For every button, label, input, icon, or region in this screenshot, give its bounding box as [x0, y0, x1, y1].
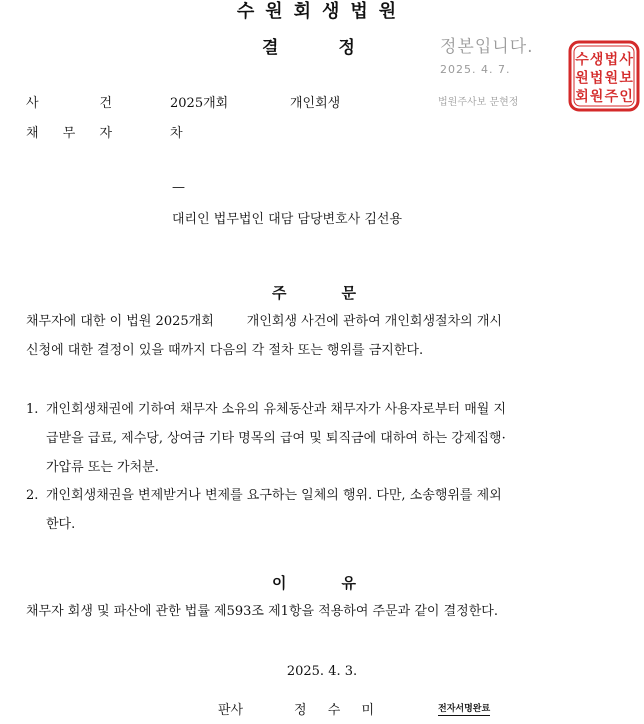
seal-glyph: 생 — [589, 52, 604, 68]
redaction-dash: — — [172, 180, 185, 195]
judge-name-char: 수 — [327, 703, 341, 718]
electronic-signature-badge: 전자서명완료 — [438, 704, 491, 714]
debtor-label-char: 자 — [99, 126, 112, 141]
case-label-char: 건 — [99, 96, 112, 111]
case-label-char: 사 — [26, 96, 39, 111]
reason-heading-char: 이 — [272, 574, 287, 592]
debtor-label-char: 무 — [62, 126, 76, 141]
order-item-number: 1. — [26, 402, 39, 417]
order-item-line: 한다. — [46, 517, 76, 532]
seal-glyph: 원 — [589, 89, 604, 105]
reason-heading — [272, 572, 356, 593]
order-intro — [26, 307, 502, 365]
order-item — [46, 395, 506, 482]
order-item — [46, 481, 502, 539]
seal-glyph: 주 — [604, 89, 619, 105]
seal-glyph: 보 — [619, 70, 633, 87]
reason-heading-char: 유 — [341, 574, 356, 592]
court-name: 수원회생법원 — [236, 1, 408, 22]
order-item-line: 개인회생채권에 기하여 채무자 소유의 유체동산과 채무자가 사용자로부터 매월 지 — [46, 402, 507, 417]
debtor-name: 차 — [170, 126, 183, 141]
decision-date: 2025. 4. 3. — [286, 664, 358, 679]
case-name: 개인회생 — [290, 96, 341, 111]
certifying-officer: 법원주사보 문현정 — [438, 97, 519, 108]
judge-name-char: 정 — [294, 703, 307, 718]
order-intro-line: 채무자에 대한 이 법원 2025개회 개인회생 사건에 관하여 개인회생절차의 개시 — [26, 314, 502, 329]
order-item-line: 개인회생채권을 변제받거나 변제를 요구하는 일체의 행위. 다만, 소송행위를 제외 — [46, 488, 502, 503]
document-title — [262, 36, 355, 60]
seal-glyph: 법 — [604, 52, 619, 68]
order-item-line: 가압류 또는 가처분. — [46, 460, 159, 475]
reason-text: 채무자 회생 및 파산에 관한 법률 제593조 제1항을 적용하여 주문과 같이 결정한다. — [26, 604, 498, 619]
judge-name — [294, 699, 374, 718]
order-heading-char: 문 — [341, 284, 356, 302]
debtor-label — [26, 122, 112, 141]
case-label — [26, 92, 112, 111]
document-title-char: 정 — [338, 38, 355, 58]
seal-glyph: 회 — [575, 89, 589, 105]
certified-copy-date: 2025. 4. 7. — [440, 63, 511, 76]
seal-glyph: 사 — [619, 52, 633, 68]
order-intro-line: 신청에 대한 결정이 있을 때까지 다음의 각 절차 또는 행위를 금지한다. — [26, 343, 424, 358]
order-item-line: 급받을 급료, 제수당, 상여금 기타 명목의 급여 및 퇴직금에 대하여 하는 강제집행· — [46, 431, 506, 446]
certified-copy-stamp: 정본입니다. — [440, 37, 534, 57]
legal-agent: 대리인 법무법인 대담 담당변호사 김선용 — [172, 212, 403, 227]
order-heading — [272, 282, 356, 303]
seal-glyph: 원 — [604, 70, 619, 87]
case-number: 2025개회 — [170, 96, 229, 111]
seal-glyph: 인 — [619, 89, 633, 105]
document-title-char: 결 — [262, 38, 279, 58]
seal-glyph: 원 — [575, 70, 589, 87]
debtor-label-char: 채 — [26, 126, 39, 141]
judge-name-char: 미 — [361, 703, 374, 718]
order-item-number: 2. — [26, 488, 39, 503]
seal-glyph: 법 — [589, 70, 604, 87]
court-seal-icon — [568, 40, 640, 112]
seal-glyph: 수 — [575, 52, 589, 68]
judge-title: 판사 — [218, 703, 244, 718]
order-heading-char: 주 — [272, 284, 287, 302]
